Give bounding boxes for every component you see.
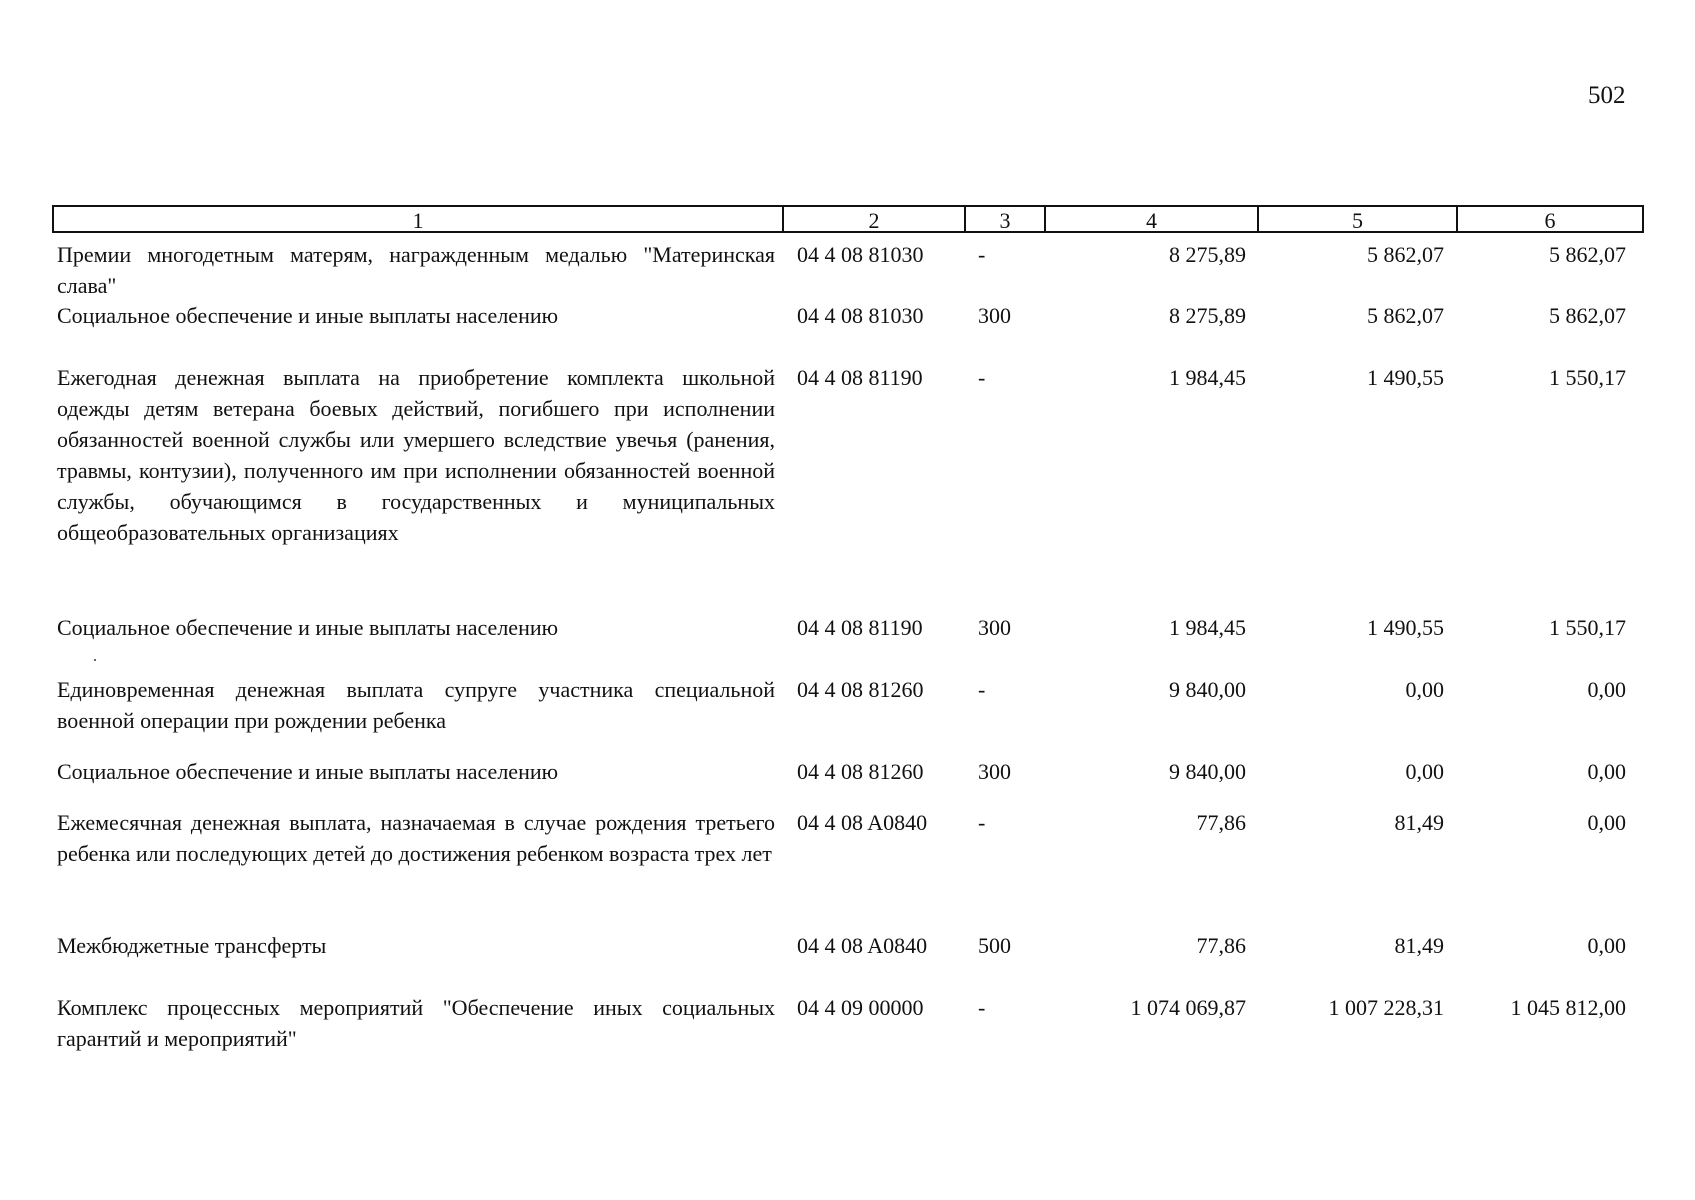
row-value-4: 8 275,89 bbox=[1169, 303, 1246, 328]
row-value-5: 81,49 bbox=[1394, 933, 1444, 958]
row-value-6: 1 550,17 bbox=[1549, 615, 1626, 640]
row-value-6: 1 550,17 bbox=[1549, 365, 1626, 390]
row-expense-type: 300 bbox=[978, 759, 1011, 784]
row-expense-type: - bbox=[978, 677, 986, 702]
row-expense-type: - bbox=[978, 365, 986, 390]
row-code: 04 4 09 00000 bbox=[797, 995, 924, 1020]
row-value-6: 0,00 bbox=[1587, 759, 1626, 784]
header-col-3: 3 bbox=[964, 207, 1044, 231]
row-code: 04 4 08 81030 bbox=[797, 303, 924, 328]
row-value-6: 0,00 bbox=[1587, 933, 1626, 958]
row-expense-type: 300 bbox=[978, 615, 1011, 640]
row-value-5: 5 862,07 bbox=[1367, 242, 1444, 267]
header-col-6: 6 bbox=[1456, 207, 1642, 231]
row-name: Единовременная денежная выплата супруге участника специальной военной операции при рождении ребенка bbox=[57, 677, 775, 733]
row-name: Ежемесячная денежная выплата, назначаемая в случае рождения третьего ребенка или последующих детей до достижения ребенком возраста трех лет bbox=[57, 810, 775, 866]
row-value-4: 9 840,00 bbox=[1169, 759, 1246, 784]
row-value-5: 0,00 bbox=[1405, 759, 1444, 784]
row-code: 04 4 08 81190 bbox=[797, 615, 923, 640]
row-value-5: 0,00 bbox=[1405, 677, 1444, 702]
row-name: Межбюджетные трансферты bbox=[57, 933, 327, 958]
table-header bbox=[52, 205, 1644, 233]
row-name: Ежегодная денежная выплата на приобретение комплекта школьной одежды детям ветерана боевых действий, погибшего при исполнении обязанностей военной службы или умершего вследствие увечья (ранения, травмы, контузии), полученного им при исполнении обязанностей военной службы, обучающимся в государственных и муниципальных общеобразовательных организациях bbox=[57, 365, 775, 545]
stray-mark bbox=[94, 659, 96, 661]
row-expense-type: - bbox=[978, 242, 986, 267]
row-value-5: 1 007 228,31 bbox=[1328, 995, 1444, 1020]
header-col-1: 1 bbox=[412, 208, 424, 233]
row-code: 04 4 08 A0840 bbox=[797, 933, 928, 958]
row-value-6: 1 045 812,00 bbox=[1510, 995, 1626, 1020]
header-col-5: 5 bbox=[1257, 207, 1456, 231]
row-value-4: 1 074 069,87 bbox=[1130, 995, 1246, 1020]
row-code: 04 4 08 81260 bbox=[797, 677, 924, 702]
row-value-5: 5 862,07 bbox=[1367, 303, 1444, 328]
row-code: 04 4 08 A0840 bbox=[797, 810, 928, 835]
row-expense-type: 300 bbox=[978, 303, 1011, 328]
row-code: 04 4 08 81190 bbox=[797, 365, 923, 390]
row-value-4: 1 984,45 bbox=[1169, 615, 1246, 640]
row-name: Комплекс процессных мероприятий "Обеспечение иных социальных гарантий и мероприятий" bbox=[57, 995, 775, 1051]
row-value-6: 0,00 bbox=[1587, 810, 1626, 835]
row-name: Социальное обеспечение и иные выплаты населению bbox=[57, 303, 559, 328]
row-expense-type: 500 bbox=[978, 933, 1011, 958]
row-value-4: 77,86 bbox=[1196, 810, 1246, 835]
row-value-5: 1 490,55 bbox=[1367, 615, 1444, 640]
row-value-6: 5 862,07 bbox=[1549, 303, 1626, 328]
row-value-5: 1 490,55 bbox=[1367, 365, 1444, 390]
header-col-4: 4 bbox=[1044, 207, 1257, 231]
row-code: 04 4 08 81260 bbox=[797, 759, 924, 784]
row-name: Социальное обеспечение и иные выплаты населению bbox=[57, 615, 559, 640]
row-expense-type: - bbox=[978, 995, 986, 1020]
row-value-6: 5 862,07 bbox=[1549, 242, 1626, 267]
row-value-4: 9 840,00 bbox=[1169, 677, 1246, 702]
row-value-4: 77,86 bbox=[1196, 933, 1246, 958]
row-value-4: 1 984,45 bbox=[1169, 365, 1246, 390]
row-value-5: 81,49 bbox=[1394, 810, 1444, 835]
row-expense-type: - bbox=[978, 810, 986, 835]
row-value-6: 0,00 bbox=[1587, 677, 1626, 702]
row-name: Премии многодетным матерям, награжденным медалью "Материнская слава" bbox=[57, 242, 775, 298]
page-number: 502 bbox=[1588, 82, 1626, 109]
row-name: Социальное обеспечение и иные выплаты населению bbox=[57, 759, 559, 784]
row-code: 04 4 08 81030 bbox=[797, 242, 924, 267]
row-value-4: 8 275,89 bbox=[1169, 242, 1246, 267]
header-col-2: 2 bbox=[782, 207, 964, 231]
